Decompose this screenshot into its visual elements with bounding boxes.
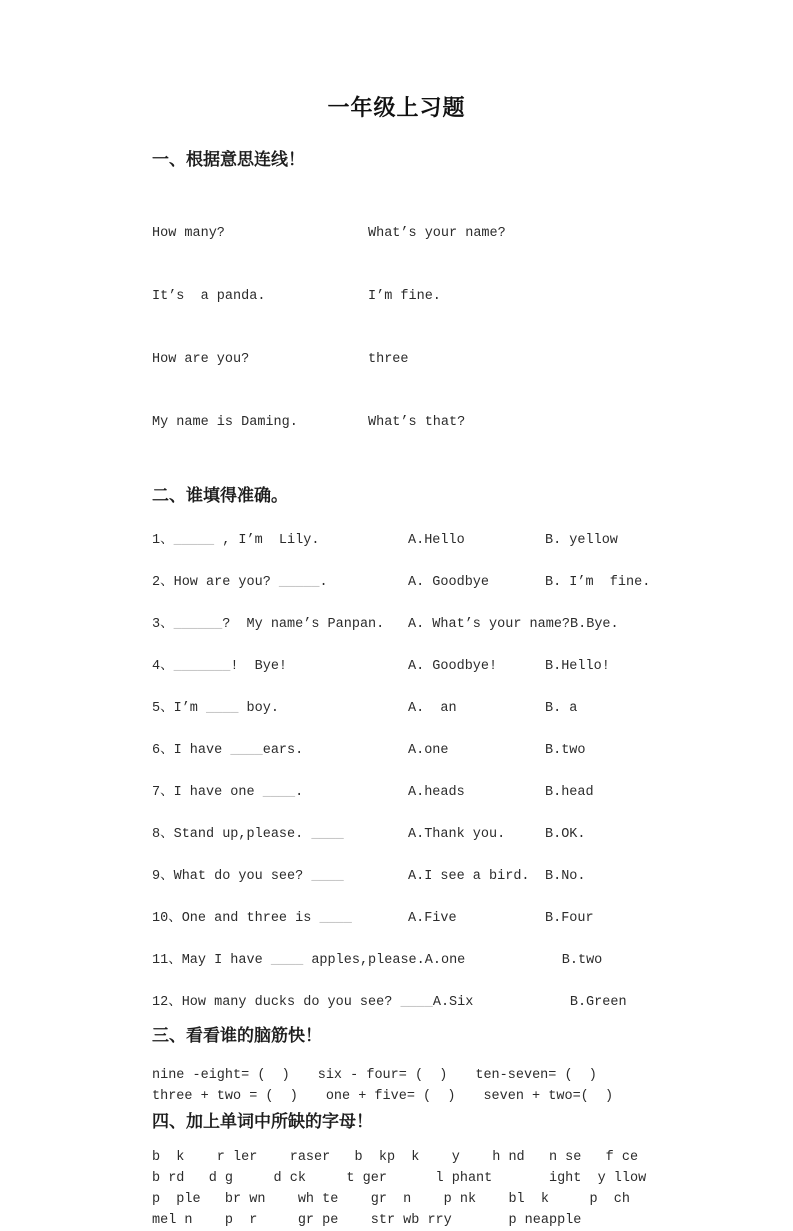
option-b: B.two <box>561 953 603 968</box>
question-row-7 <box>152 785 752 800</box>
letters-row: b rd d g d ck t ger l phant ight y llow <box>152 1171 647 1186</box>
question-stem: 2、How are you? _____. <box>152 575 328 590</box>
matching-right-column <box>368 181 506 475</box>
question-stem: 6、I have ____ears. <box>152 743 304 758</box>
question-stem: 8、Stand up,please. ____ <box>152 827 344 842</box>
option-a: A. What’s your name? <box>408 617 571 632</box>
question-stem: 3、______? My name’s Panpan. <box>152 617 385 632</box>
question-row-8 <box>152 827 752 842</box>
letters-row: mel n p r gr pe str wb rry p neapple <box>152 1213 582 1228</box>
letters-row: p ple br wn wh te gr n p nk bl k p ch <box>152 1192 630 1207</box>
question-stem: 7、I have one ____. <box>152 785 304 800</box>
option-b: B.Green <box>569 995 627 1010</box>
section-1-heading: 一、根据意思连线！ <box>152 150 305 170</box>
option-b: B.two <box>545 743 586 758</box>
math-expression: one + five= ( ) <box>325 1089 456 1104</box>
missing-letters-exercise <box>152 1147 752 1231</box>
section-3-heading: 三、看看谁的脑筋快！ <box>152 1026 322 1046</box>
match-right-item: What’s your name? <box>368 226 506 241</box>
option-a: A.heads <box>408 785 465 800</box>
section-4-heading: 四、加上单词中所缺的字母！ <box>152 1112 373 1132</box>
question-stem: 9、What do you see? ____ <box>152 869 344 884</box>
match-right-item: I’m fine. <box>368 289 441 304</box>
question-row-6 <box>152 743 752 758</box>
letters-row: b k r ler raser b kp k y h nd n se f ce <box>152 1150 639 1165</box>
option-a: A.Five <box>408 911 457 926</box>
question-row-9 <box>152 869 752 884</box>
option-a: A.one <box>408 743 449 758</box>
match-left-item: How many? <box>152 226 225 241</box>
option-b: B. yellow <box>545 533 618 548</box>
question-row-1 <box>152 533 752 548</box>
option-b: B.Hello! <box>545 659 610 674</box>
question-row-4 <box>152 659 752 674</box>
math-expression: ten-seven= ( ) <box>475 1068 597 1083</box>
section-2-heading: 二、谁填得准确。 <box>152 486 288 506</box>
option-b: B.Bye. <box>570 617 619 632</box>
question-row-3 <box>152 617 752 632</box>
option-b: B.OK. <box>545 827 586 842</box>
option-a: A.I see a bird. <box>408 869 530 884</box>
question-row-12 <box>152 995 752 1010</box>
math-expression: six - four= ( ) <box>317 1068 448 1083</box>
page-title: 一年级上习题 <box>327 96 466 121</box>
match-left-item: How are you? <box>152 352 250 367</box>
worksheet-content <box>0 150 752 1231</box>
math-row <box>152 1065 752 1086</box>
option-a: A.Thank you. <box>408 827 506 842</box>
option-b: B.Four <box>545 911 594 926</box>
option-b: B. I’m fine. <box>545 575 651 590</box>
option-a: A. Goodbye <box>408 575 490 590</box>
question-stem: 10、One and three is ____ <box>152 911 352 926</box>
question-stem: 1、_____ , I’m Lily. <box>152 533 320 548</box>
math-expression: nine -eight= ( ) <box>152 1068 290 1083</box>
worksheet-page <box>0 94 793 1228</box>
match-left-item: My name is Daming. <box>152 415 298 430</box>
math-exercise <box>152 1065 752 1107</box>
question-row-2 <box>152 575 752 590</box>
math-expression: three + two = ( ) <box>152 1089 298 1104</box>
match-right-item: What’s that? <box>368 415 466 430</box>
match-left-item: It’s a panda. <box>152 289 266 304</box>
math-row <box>152 1086 752 1107</box>
matching-left-column <box>152 181 368 475</box>
question-row-5 <box>152 701 752 716</box>
matching-exercise <box>152 181 752 475</box>
option-b: B.No. <box>545 869 586 884</box>
option-a: A.one <box>424 953 466 968</box>
match-right-item: three <box>368 352 409 367</box>
question-row-11 <box>152 953 752 968</box>
option-a: A.Hello <box>408 533 465 548</box>
option-a: A. Goodbye! <box>408 659 498 674</box>
option-a: A.Six <box>432 995 474 1010</box>
question-stem: 11、May I have ____ apples,please. <box>152 953 425 968</box>
question-stem: 12、How many ducks do you see? ____ <box>152 995 433 1010</box>
option-b: B. a <box>545 701 578 716</box>
question-stem: 5、I’m ____ boy. <box>152 701 279 716</box>
question-row-10 <box>152 911 752 926</box>
math-expression: seven + two=( ) <box>483 1089 614 1104</box>
option-a: A. an <box>408 701 457 716</box>
option-b: B.head <box>545 785 594 800</box>
question-stem: 4、_______! Bye! <box>152 659 288 674</box>
